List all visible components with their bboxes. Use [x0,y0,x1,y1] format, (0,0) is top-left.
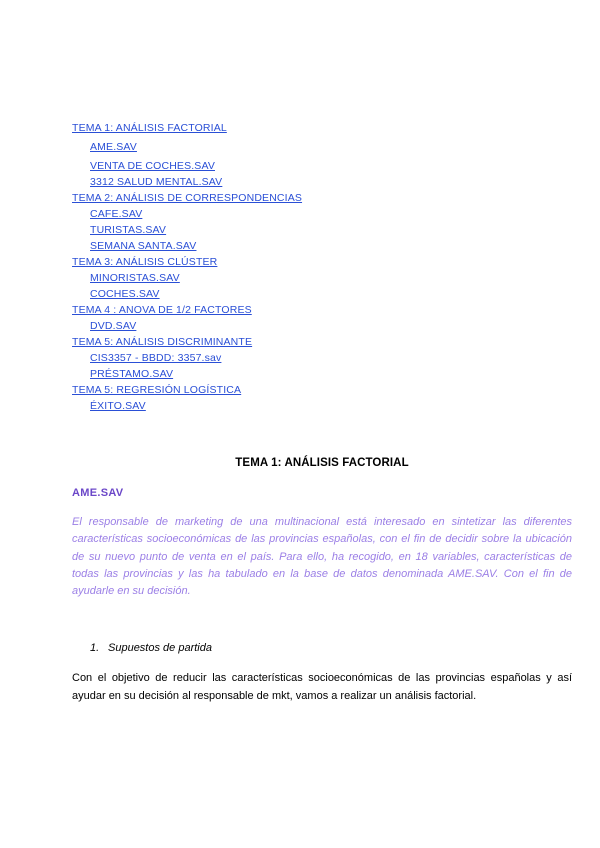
toc-link-cafe[interactable]: CAFE.SAV [90,208,143,220]
step-number: 1. [90,642,100,654]
toc-link-dvd[interactable]: DVD.SAV [90,320,137,332]
toc-link-tema-2[interactable]: TEMA 2: ANÁLISIS DE CORRESPONDENCIAS [72,192,303,204]
scenario-paragraph: El responsable de marketing de una multinacional está interesado en sintetizar las diferentes características socioeconómicas de las provincias españolas, con el fin de decidir sobre la ubicación de su nuevo punto de venta en el país. Para ello, ha recogido, en 18 variables, características de todas las provincias y las ha tabulado en la base de datos denominada AME.SAV. Con el fin de ayudarle en su decisión. [72,516,572,598]
toc-link-semana-santa[interactable]: SEMANA SANTA.SAV [90,240,197,252]
toc-link-coches[interactable]: COCHES.SAV [90,288,160,300]
toc-link-cis3357[interactable]: CIS3357 - BBDD: 3357.sav [90,352,222,364]
toc-link-salud-mental[interactable]: 3312 SALUD MENTAL.SAV [90,176,223,188]
toc-link-prestamo[interactable]: PRÉSTAMO.SAV [90,368,174,380]
file-heading: AME.SAV [72,487,124,499]
section-title: TEMA 1: ANÁLISIS FACTORIAL [235,457,409,469]
step-label: Supuestos de partida [108,642,212,654]
toc-link-tema-1[interactable]: TEMA 1: ANÁLISIS FACTORIAL [72,122,227,134]
toc-link-tema-3[interactable]: TEMA 3: ANÁLISIS CLÚSTER [72,256,218,268]
toc-link-venta-de-coches[interactable]: VENTA DE COCHES.SAV [90,160,215,172]
step-heading [90,642,212,654]
table-of-contents [72,121,532,415]
toc-link-tema-5-regresion[interactable]: TEMA 5: REGRESIÓN LOGÍSTICA [72,384,242,396]
toc-link-exito[interactable]: ÉXITO.SAV [90,400,146,412]
toc-link-turistas[interactable]: TURISTAS.SAV [90,224,167,236]
body-paragraph: Con el objetivo de reducir las características socioeconómicas de las provincias españolas y así ayudar en su decisión al responsable de mkt, vamos a realizar un análisis factorial. [72,672,572,702]
toc-link-tema-5-discriminante[interactable]: TEMA 5: ANÁLISIS DISCRIMINANTE [72,336,253,348]
toc-link-minoristas[interactable]: MINORISTAS.SAV [90,272,180,284]
toc-link-tema-4[interactable]: TEMA 4 : ANOVA DE 1/2 FACTORES [72,304,252,316]
toc-link-ame[interactable]: AME.SAV [90,141,137,153]
